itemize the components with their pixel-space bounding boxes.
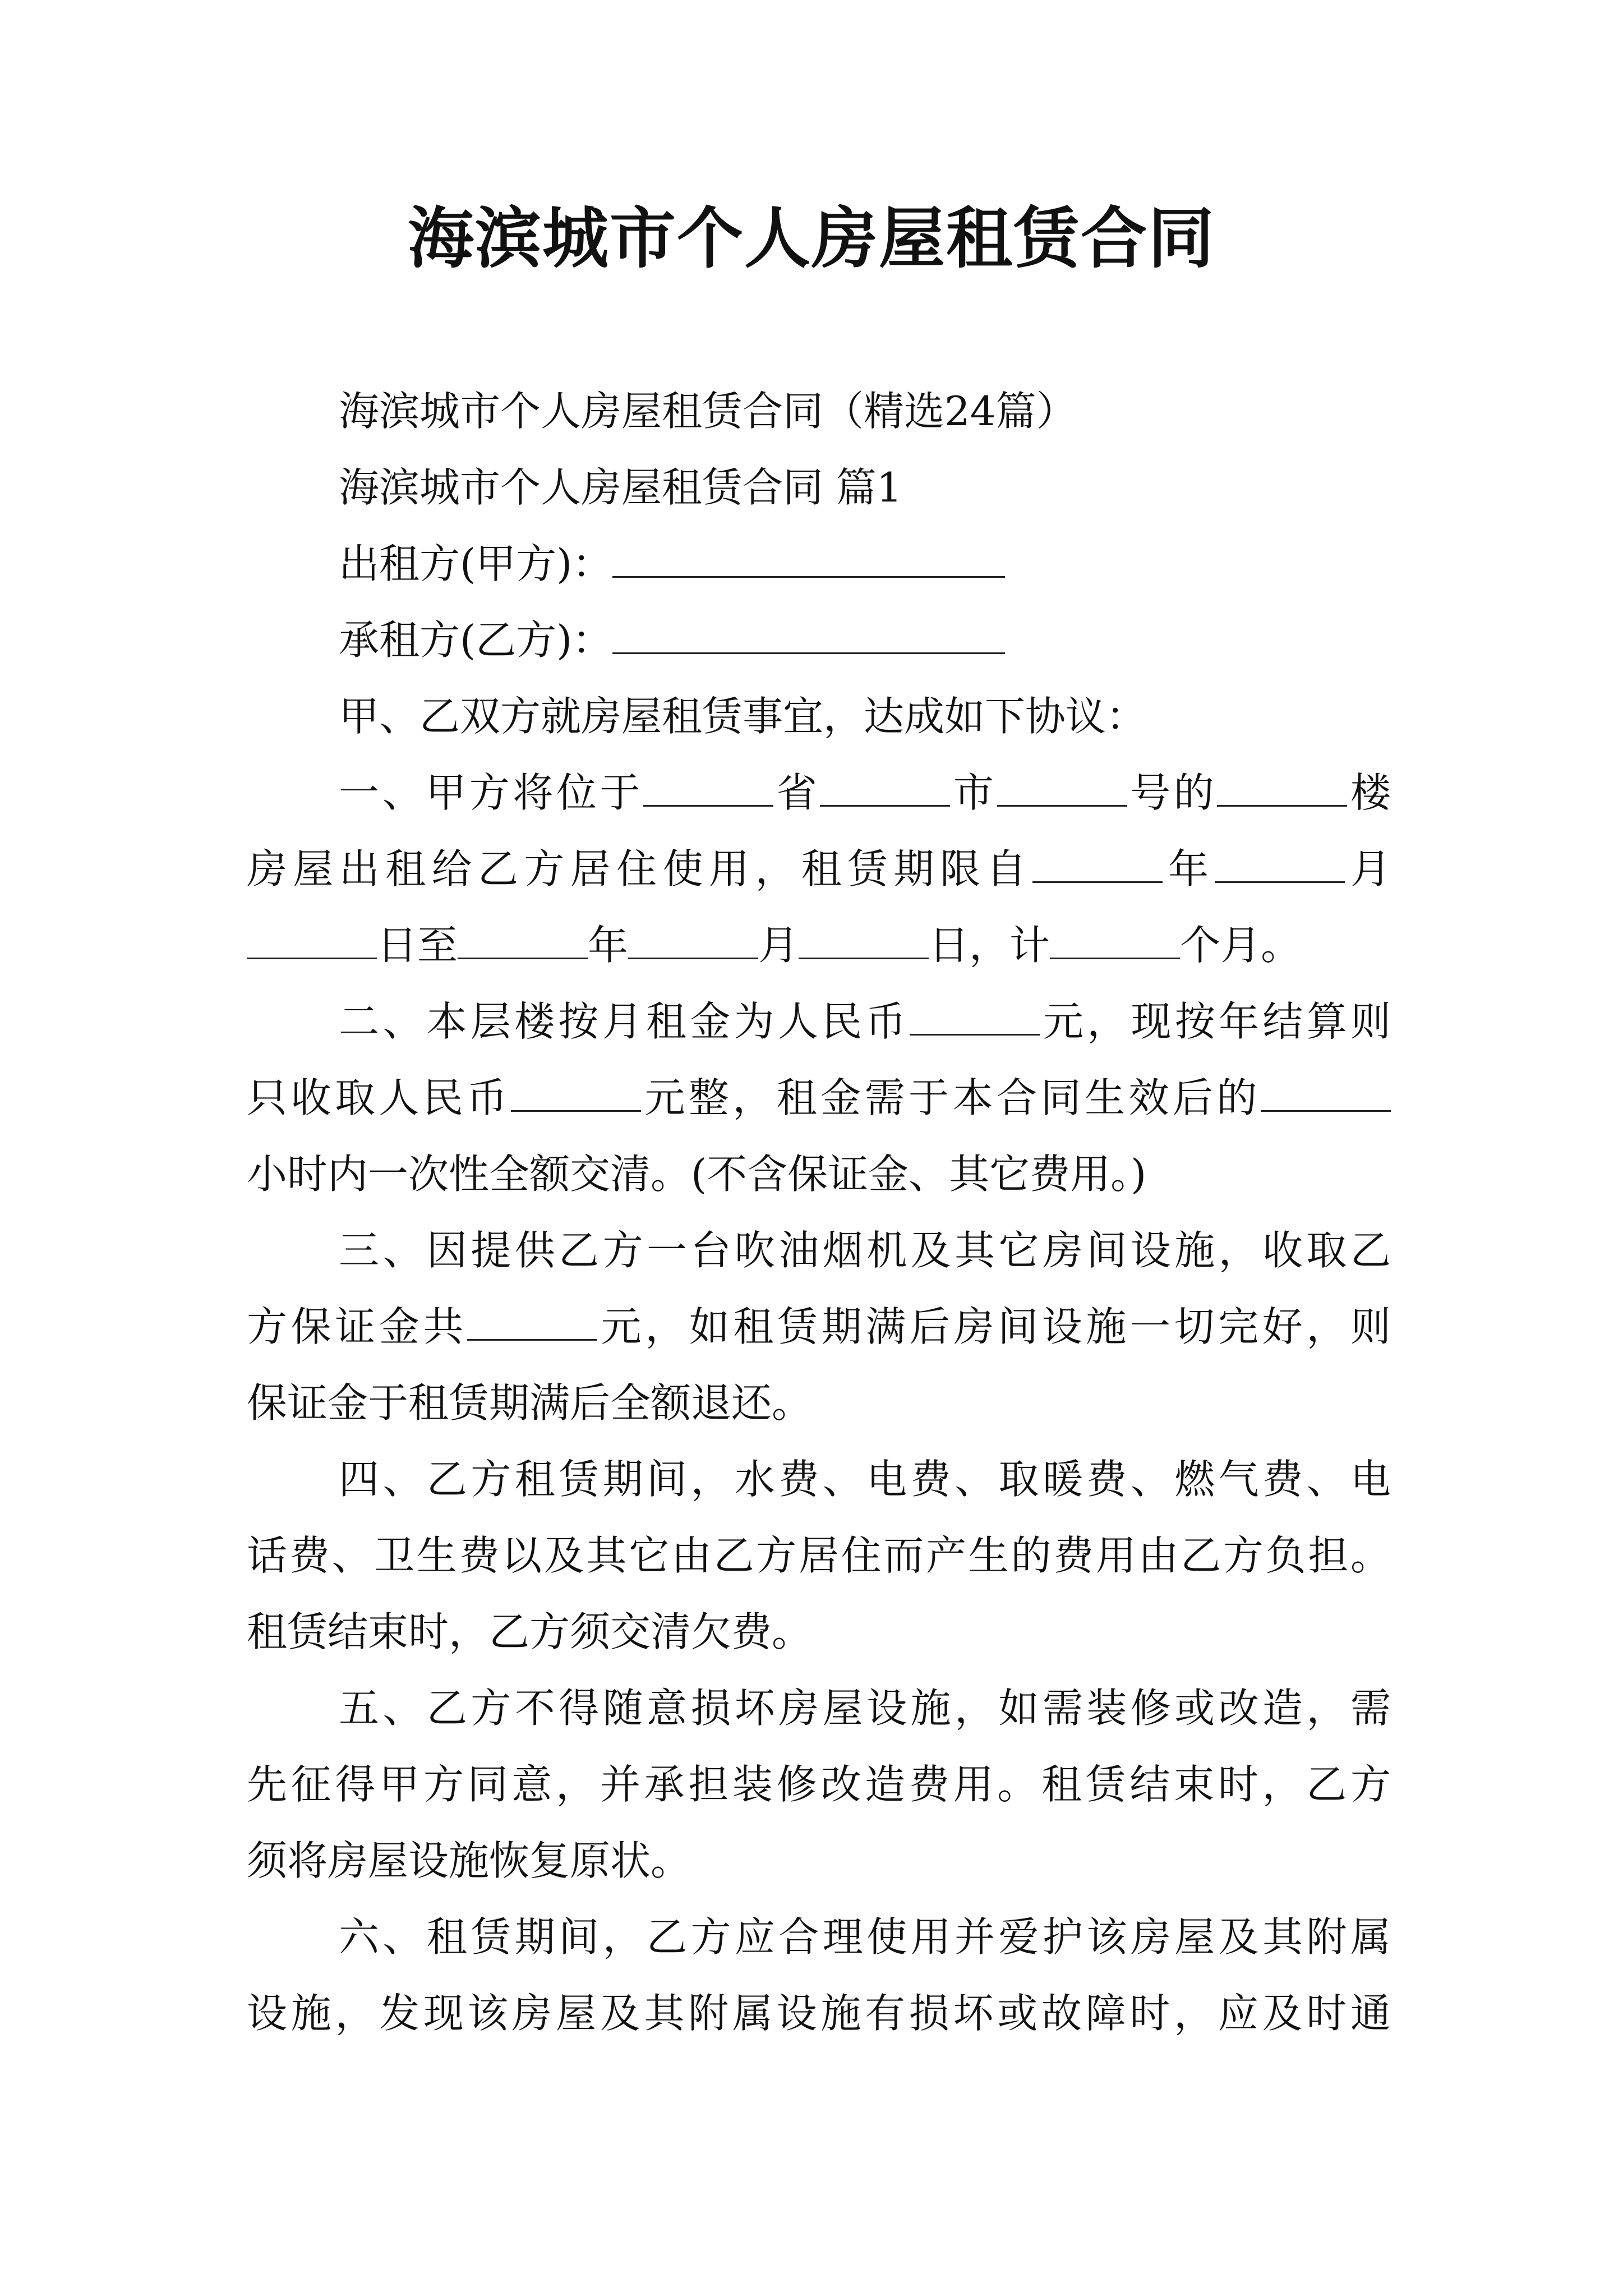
intro-text: 甲、乙双方就房屋租赁事宜，达成如下协议： — [339, 693, 1147, 740]
clause-1-text: 号的 — [1127, 769, 1218, 816]
city-blank[interactable] — [820, 761, 950, 807]
document-title: 海滨城市个人房屋租赁合同 — [407, 199, 1215, 277]
clause-1-line-3 — [247, 907, 1391, 983]
clause-1 — [247, 754, 1391, 983]
clause-1-text: 楼 — [1347, 769, 1391, 816]
clause-1-text: 月 — [758, 922, 799, 969]
clause-2-text: 二、本层楼按月租金为人民币 — [339, 998, 910, 1045]
clause-2-text: 元整，租金需于本合同生效后的 — [640, 1074, 1261, 1121]
lessee-blank[interactable] — [612, 609, 1005, 654]
end-year-blank[interactable] — [458, 914, 588, 959]
clause-1-text: 房屋出租给乙方居住使用，租赁期限自 — [247, 845, 1032, 892]
clause-1-line-1 — [247, 754, 1391, 831]
hours-blank[interactable] — [1261, 1066, 1391, 1112]
clause-4-line-3: 租赁结束时，乙方须交清欠费。 — [247, 1608, 813, 1655]
end-month-blank[interactable] — [628, 914, 758, 959]
clause-4-line-1: 四、乙方租赁期间，水费、电费、取暖费、燃气费、电 — [339, 1456, 1391, 1503]
clause-3-text: 元，如租赁期满后房间设施一切完好，则 — [597, 1303, 1391, 1350]
building-blank[interactable] — [1217, 761, 1347, 807]
clause-1-line-2 — [247, 831, 1391, 907]
clause-6 — [247, 1899, 1391, 2051]
clause-3-text: 方保证金共 — [247, 1303, 468, 1350]
clause-2 — [247, 983, 1391, 1212]
clause-2-line-2 — [247, 1060, 1391, 1136]
deposit-blank[interactable] — [467, 1295, 597, 1341]
clause-1-text: 月 — [1344, 845, 1391, 892]
section-heading: 海滨城市个人房屋租赁合同 篇1 — [339, 464, 902, 511]
lessor-blank[interactable] — [612, 532, 1005, 578]
clause-4-line-2: 话费、卫生费以及其它由乙方居住而产生的费用由乙方负担。 — [247, 1532, 1391, 1579]
annual-rent-blank[interactable] — [511, 1066, 641, 1112]
lessor-label: 出租方(甲方)： — [339, 540, 613, 587]
clause-3-line-2 — [247, 1289, 1391, 1365]
lessee-label: 承租方(乙方)： — [339, 616, 613, 664]
clause-2-line-3: 小时内一次性全额交清。(不含保证金、其它费用。) — [247, 1151, 1147, 1198]
clause-1-text: 日至 — [377, 922, 458, 969]
province-blank[interactable] — [643, 761, 773, 807]
clause-6-line-2: 设施，发现该房屋及其附属设施有损坏或故障时，应及时通 — [247, 1990, 1391, 2037]
clause-1-text: 市 — [950, 769, 997, 816]
clause-1-text: 年 — [1162, 845, 1215, 892]
clause-3 — [247, 1212, 1391, 1441]
lessee-line — [247, 602, 1391, 678]
start-year-blank[interactable] — [1032, 838, 1163, 883]
clause-5-line-3: 须将房屋设施恢复原状。 — [247, 1837, 691, 1884]
clause-5 — [247, 1670, 1391, 1899]
clause-4 — [247, 1441, 1391, 1670]
document-subtitle: 海滨城市个人房屋租赁合同（精选24篇） — [339, 388, 1077, 435]
clause-6-line-1: 六、租赁期间，乙方应合理使用并爱护该房屋及其附属 — [339, 1913, 1391, 1961]
number-blank[interactable] — [997, 761, 1127, 807]
clause-3-line-3: 保证金于租赁期满后全额退还。 — [247, 1379, 813, 1427]
document-body — [247, 373, 1391, 2051]
clause-2-text: 元，现按年结算则 — [1039, 998, 1391, 1045]
clause-5-line-1: 五、乙方不得随意损坏房屋设施，如需装修或改造，需 — [339, 1685, 1391, 1732]
clause-1-text: 省 — [773, 769, 820, 816]
clause-1-text: 一、甲方将位于 — [339, 769, 644, 816]
end-day-blank[interactable] — [799, 914, 929, 959]
lessor-line — [247, 526, 1391, 602]
clause-1-text: 日，计 — [929, 922, 1050, 969]
monthly-rent-blank[interactable] — [910, 990, 1040, 1036]
start-month-blank[interactable] — [1215, 838, 1345, 883]
start-day-blank[interactable] — [247, 914, 377, 959]
clause-2-text: 只收取人民币 — [247, 1074, 511, 1121]
months-blank[interactable] — [1050, 914, 1180, 959]
clause-2-line-1 — [247, 983, 1391, 1060]
clause-3-line-1: 三、因提供乙方一台吹油烟机及其它房间设施，收取乙 — [339, 1227, 1391, 1274]
clause-5-line-2: 先征得甲方同意，并承担装修改造费用。租赁结束时，乙方 — [247, 1761, 1391, 1808]
clause-1-text: 年 — [588, 922, 629, 969]
clause-1-text: 个月。 — [1180, 922, 1302, 969]
